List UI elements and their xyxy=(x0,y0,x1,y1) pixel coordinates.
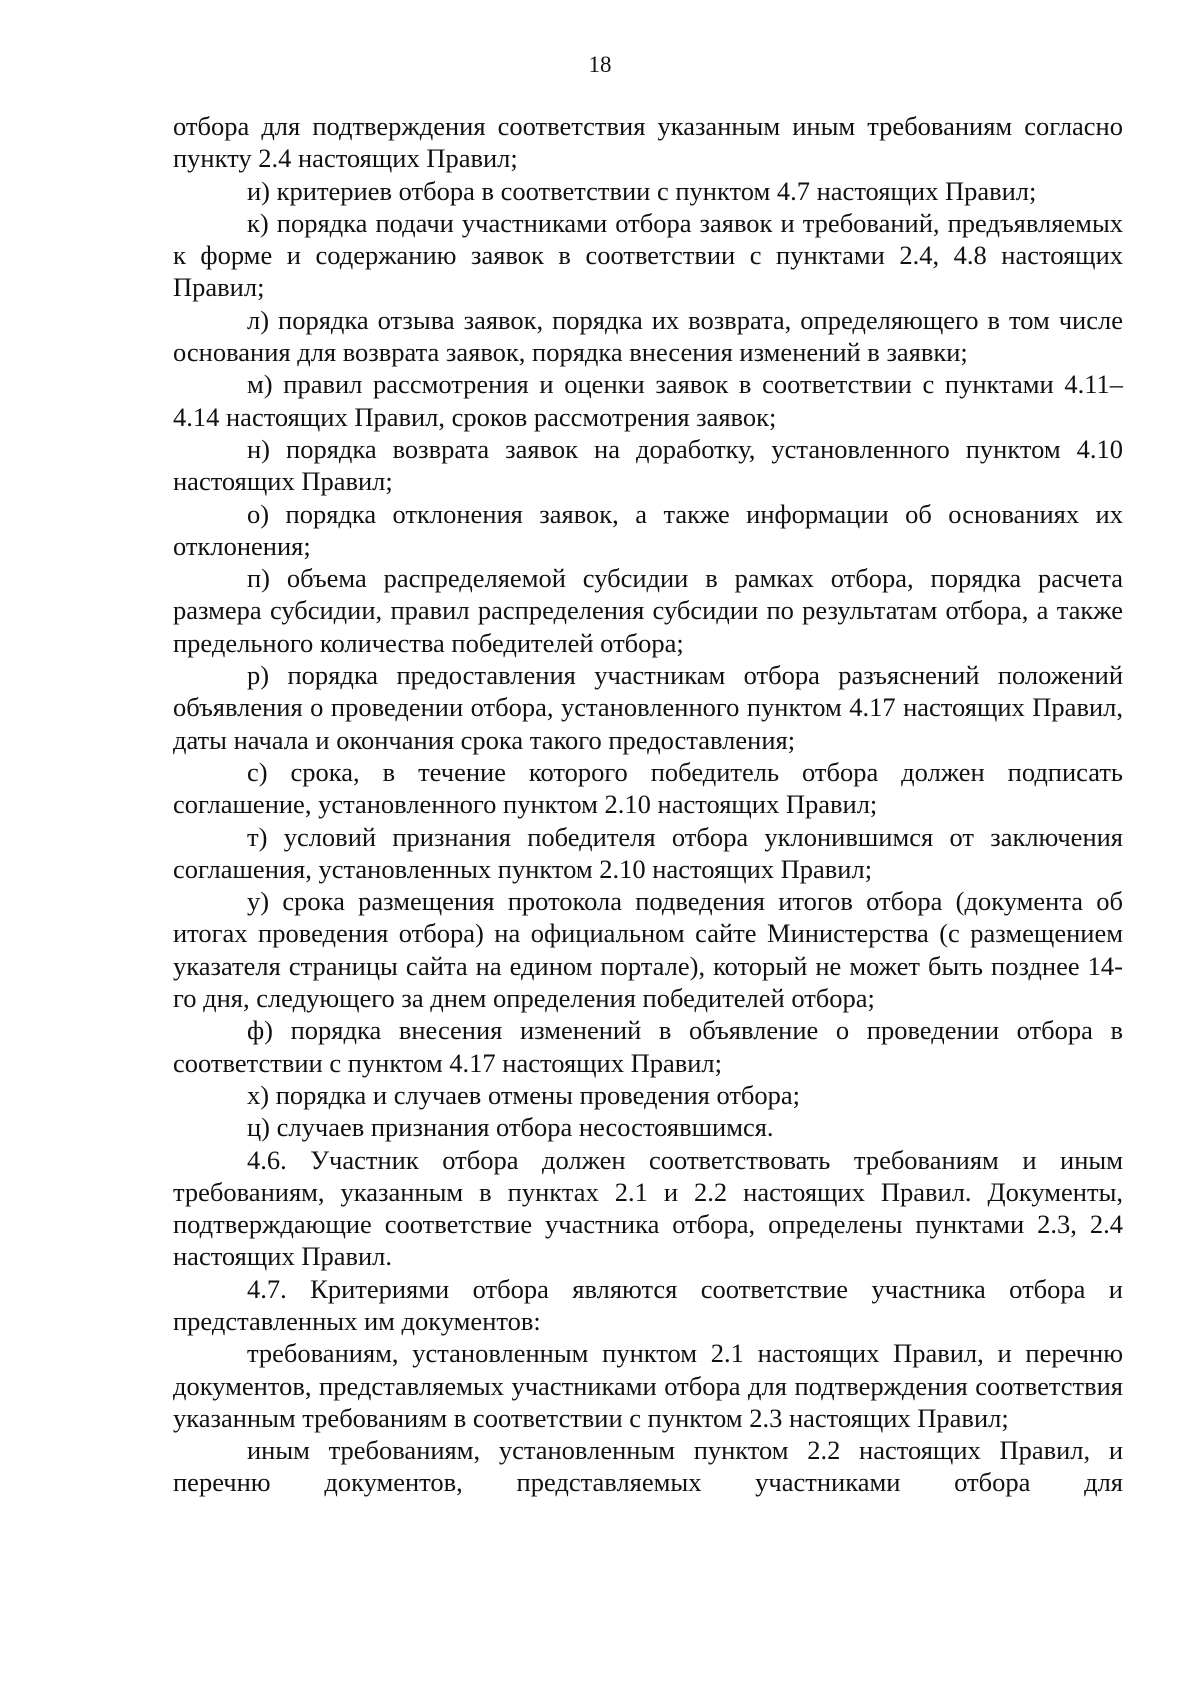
paragraph-item-i: и) критериев отбора в соответствии с пунктом 4.7 настоящих Правил; xyxy=(247,175,1037,206)
paragraph-criterion-2: иным требованиям, установленным пунктом 2.2 настоящих Правил, и перечню документов, представляемых участниками отбора для xyxy=(173,1435,1123,1498)
paragraph-item-o: о) порядка отклонения заявок, а также информации об основаниях их отклонения; xyxy=(173,498,1123,561)
paragraph-item-ts: ц) случаев признания отбора несостоявшимся. xyxy=(247,1112,774,1143)
paragraph-item-l: л) порядка отзыва заявок, порядка их возврата, определяющего в том числе основания для возврата заявок, порядка внесения изменений в заявки; xyxy=(173,304,1123,368)
paragraph-continuation: отбора для подтверждения соответствия указанным иным требованиям согласно пункту 2.4 настоящих Правил; xyxy=(173,111,1123,174)
paragraph-item-r: р) порядка предоставления участникам отбора разъяснений положений объявления о проведении отбора, установленного пунктом 4.17 настоящих Правил, даты начала и окончания срока такого предоставления; xyxy=(173,660,1123,755)
paragraph-item-p: п) объема распределяемой субсидии в рамках отбора, порядка расчета размера субсидии, правил распределения субсидии по результатам отбора, а также предельного количества победителей отбора; xyxy=(173,563,1123,658)
paragraph-item-m: м) правил рассмотрения и оценки заявок в соответствии с пунктами 4.11–4.14 настоящих Правил, сроков рассмотрения заявок; xyxy=(173,369,1123,432)
paragraph-item-n: н) порядка возврата заявок на доработку, установленного пунктом 4.10 настоящих Правил; xyxy=(173,433,1123,497)
document-body xyxy=(173,110,1123,1499)
paragraph-item-u: у) срока размещения протокола подведения итогов отбора (документа об итогах проведения отбора) на официальном сайте Министерства (с размещением указателя страницы сайта на едином портале), который не может быть позднее 14-го дня, следующего за днем определения победителей отбора; xyxy=(173,886,1123,1014)
paragraph-item-s: с) срока, в течение которого победитель отбора должен подписать соглашение, установленного пунктом 2.10 настоящих Правил; xyxy=(173,756,1123,820)
paragraph-item-kh: х) порядка и случаев отмены проведения отбора; xyxy=(247,1079,801,1110)
paragraph-clause-4-6: 4.6. Участник отбора должен соответствовать требованиям и иным требованиям, указанным в пунктах 2.1 и 2.2 настоящих Правил. Документы, подтверждающие соответствие участника отбора, определены пунктами 2.3, 2.4 настоящих Правил. xyxy=(173,1144,1123,1272)
paragraph-item-k: к) порядка подачи участниками отбора заявок и требований, предъявляемых к форме и содержанию заявок в соответствии с пунктами 2.4, 4.8 настоящих Правил; xyxy=(173,207,1123,303)
paragraph-item-t: т) условий признания победителя отбора уклонившимся от заключения соглашения, установленных пунктом 2.10 настоящих Правил; xyxy=(173,821,1123,884)
paragraph-clause-4-7: 4.7. Критериями отбора являются соответствие участника отбора и представленных им документов: xyxy=(173,1273,1123,1336)
page-number: 18 xyxy=(588,52,612,77)
paragraph-criterion-1: требованиям, установленным пунктом 2.1 настоящих Правил, и перечню документов, представляемых участниками отбора для подтверждения соответствия указанным требованиям в соответствии с пунктом 2.3 настоящих Правил; xyxy=(173,1338,1123,1433)
paragraph-item-f: ф) порядка внесения изменений в объявление о проведении отбора в соответствии с пунктом 4.17 настоящих Правил; xyxy=(173,1015,1123,1078)
